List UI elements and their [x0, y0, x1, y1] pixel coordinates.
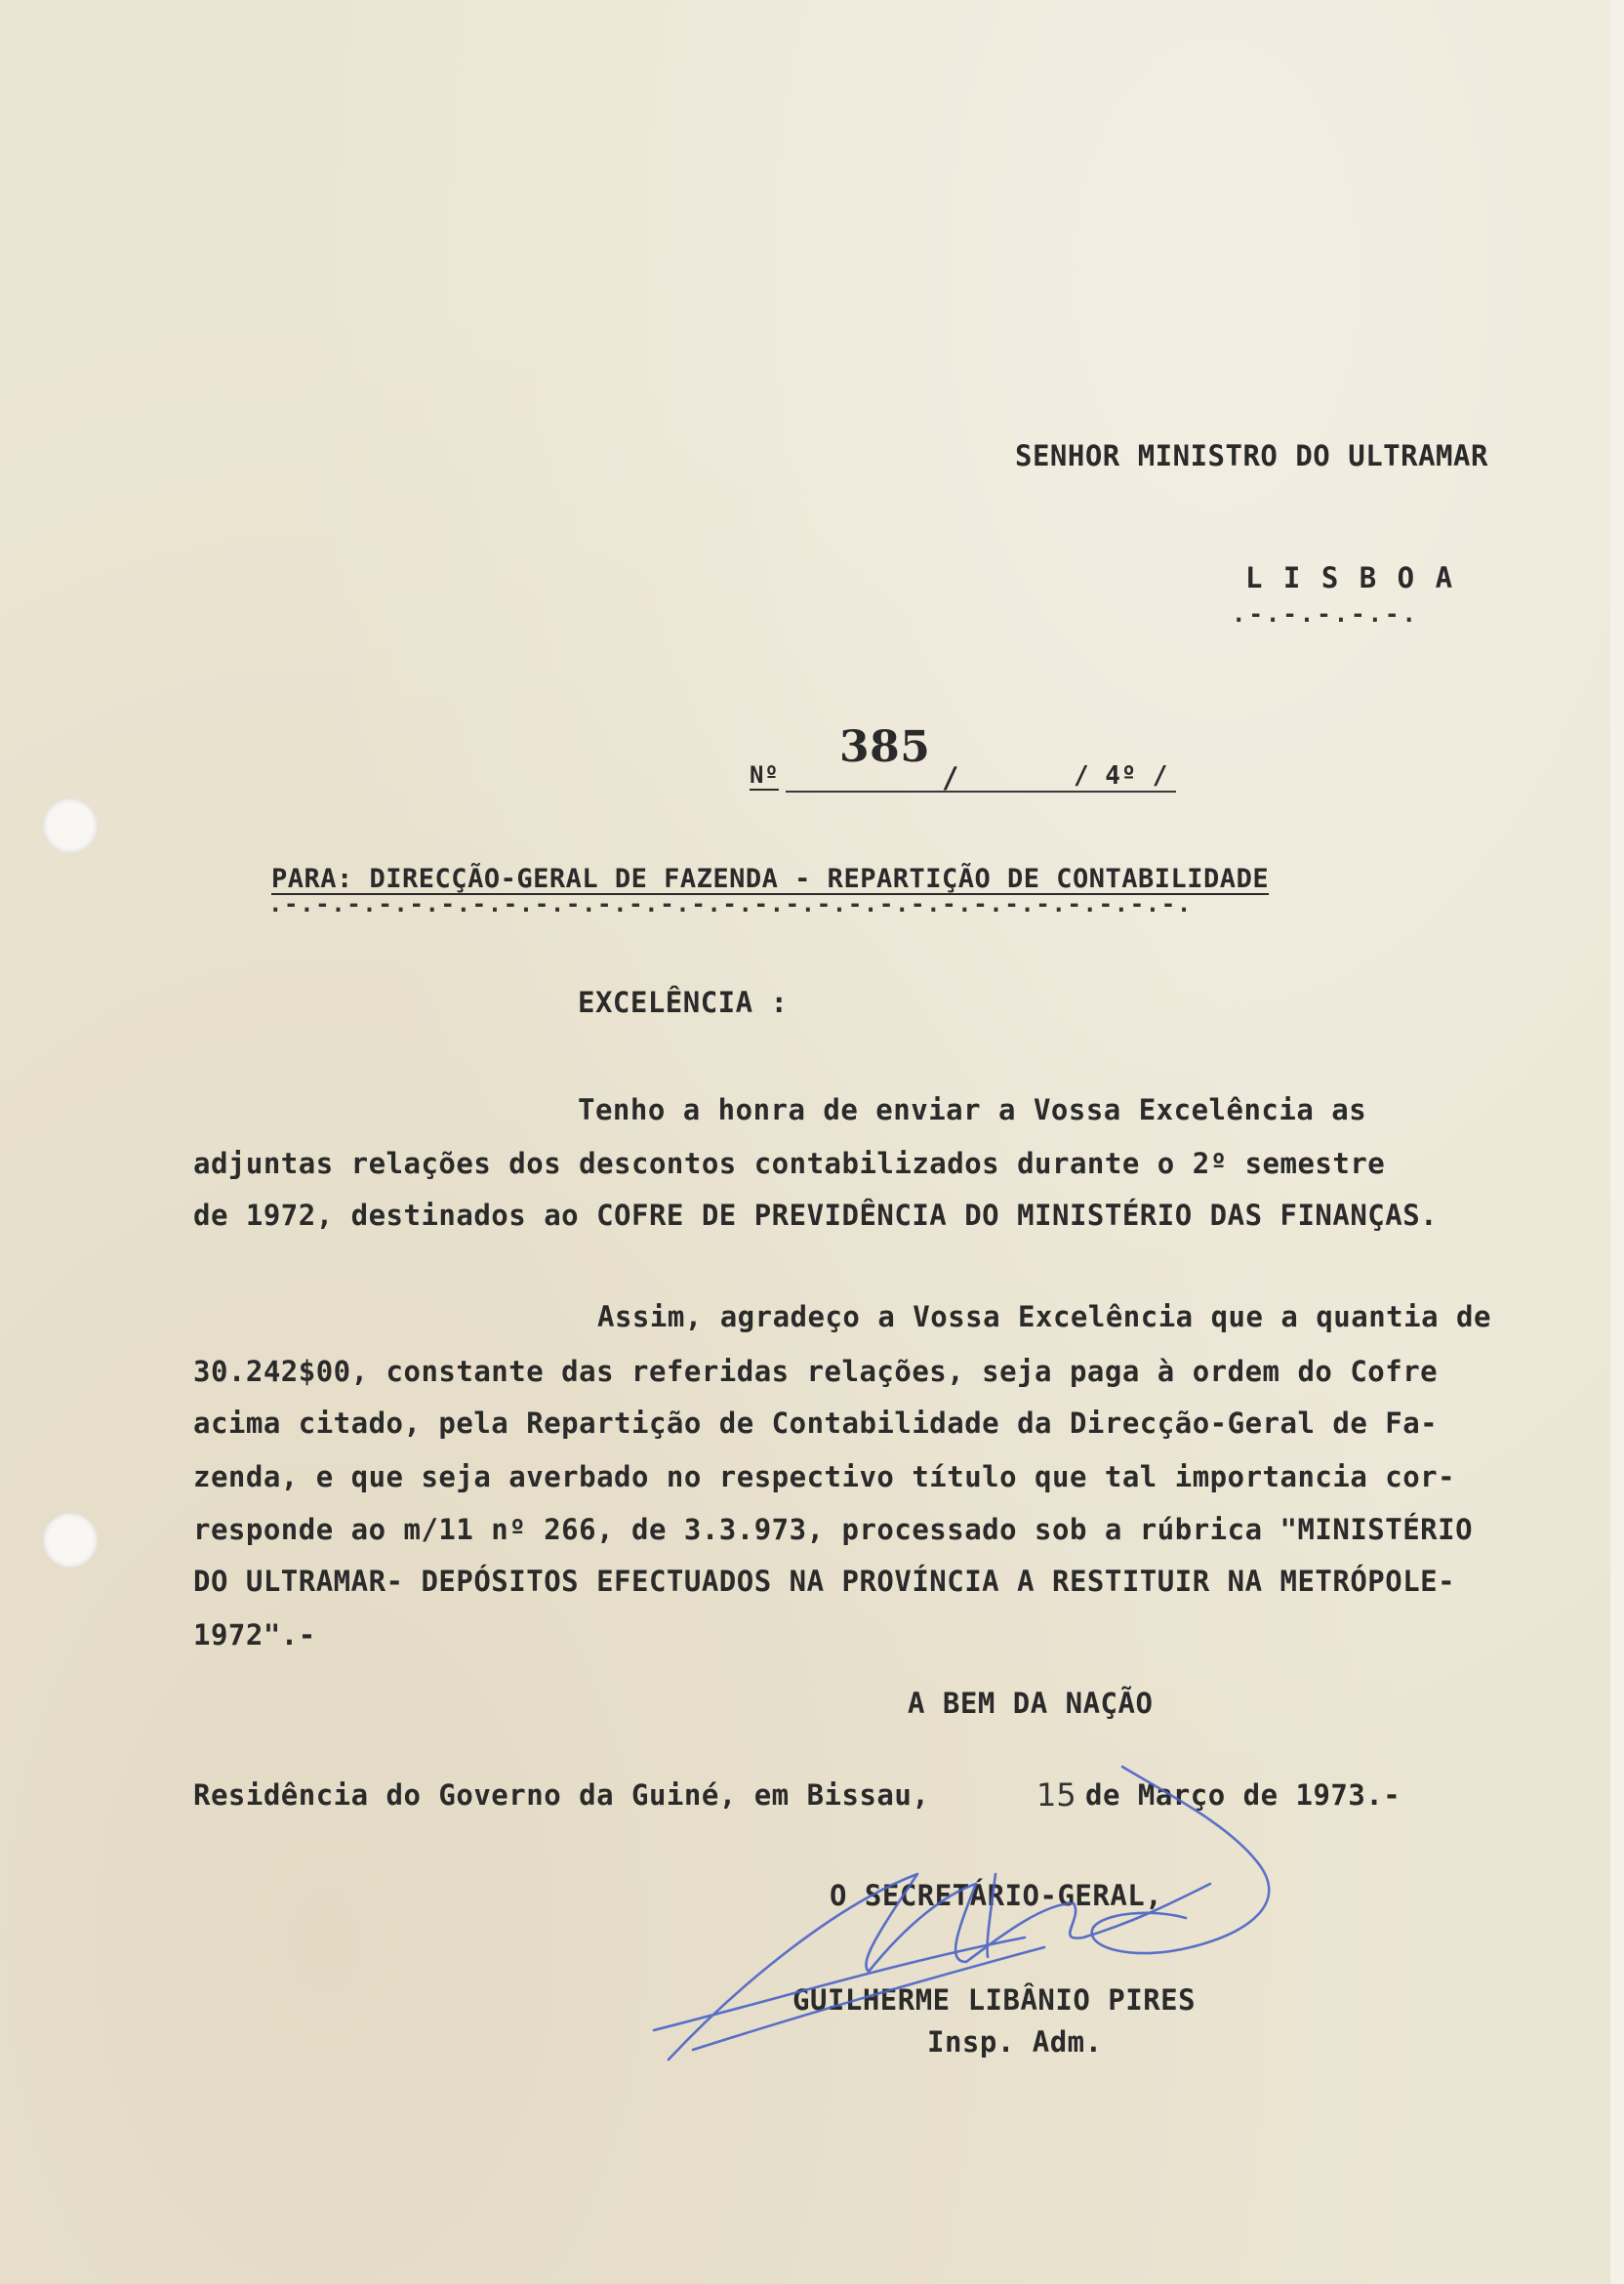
recipient-line: PARA: DIRECÇÃO-GERAL DE FAZENDA - REPARTIÇÃO DE CONTABILIDADE [271, 864, 1270, 894]
signatory-name: GUILHERME LIBÂNIO PIRES [792, 1983, 1197, 2017]
addressee-city: L I S B O A [1245, 561, 1455, 594]
punch-hole-bottom [43, 1513, 98, 1568]
signatory-role: Insp. Adm. [927, 2025, 1103, 2059]
place-date-rest: de Março de 1973.- [1085, 1778, 1401, 1812]
recipient-dashes: .-.-.-.-.-.-.-.-.-.-.-.-.-.-.-.-.-.-.-.-.-.-.-.-.-.-.-.-.-. [268, 890, 1193, 918]
reference-underline [786, 791, 1176, 793]
paragraph2-line7: 1972".- [193, 1618, 316, 1652]
paragraph2-line6: DO ULTRAMAR- DEPÓSITOS EFECTUADOS NA PROVÍNCIA A RESTITUIR NA METRÓPOLE- [193, 1565, 1456, 1598]
reference-separator-1: / [942, 761, 959, 795]
addressee-city-dashes: .-.-.-.-.-. [1232, 600, 1419, 628]
place-date-text: Residência do Governo da Guiné, em Bissau, [193, 1778, 930, 1812]
paragraph2-line4: zenda, e que seja averbado no respectivo título que tal importancia cor- [193, 1460, 1456, 1493]
paragraph1-line2: adjuntas relações dos descontos contabilizados durante o 2º semestre [193, 1147, 1386, 1180]
signatory-title: O SECRETÁRIO-GERAL, [830, 1879, 1163, 1912]
punch-hole-top [43, 798, 98, 853]
reference-separator-2: / 4º / [1074, 761, 1168, 791]
paragraph2-line5: responde ao m/11 nº 266, de 3.3.973, processado sob a rúbrica "MINISTÉRIO [193, 1513, 1474, 1546]
paragraph1-line1: Tenho a honra de enviar a Vossa Excelência as [578, 1093, 1367, 1126]
paragraph2-line3: acima citado, pela Repartição de Contabilidade da Direcção-Geral de Fa- [193, 1407, 1439, 1440]
handwritten-signature [625, 1737, 1327, 2089]
reference-prefix: Nº [750, 761, 779, 789]
paragraph2-line2: 30.242$00, constante das referidas relações, seja paga à ordem do Cofre [193, 1355, 1439, 1388]
addressee-line: SENHOR MINISTRO DO ULTRAMAR [1015, 439, 1488, 472]
page-edge [1610, 0, 1624, 2284]
paragraph1-line3: de 1972, destinados ao COFRE DE PREVIDÊNCIA DO MINISTÉRIO DAS FINANÇAS. [193, 1199, 1439, 1232]
closing-formula: A BEM DA NAÇÃO [908, 1687, 1154, 1720]
paragraph2-line1: Assim, agradeço a Vossa Excelência que a quantia de [597, 1300, 1491, 1333]
salutation: EXCELÊNCIA : [578, 986, 789, 1019]
place-date-day: 15 [1036, 1776, 1076, 1814]
reference-number: 385 [839, 722, 931, 772]
